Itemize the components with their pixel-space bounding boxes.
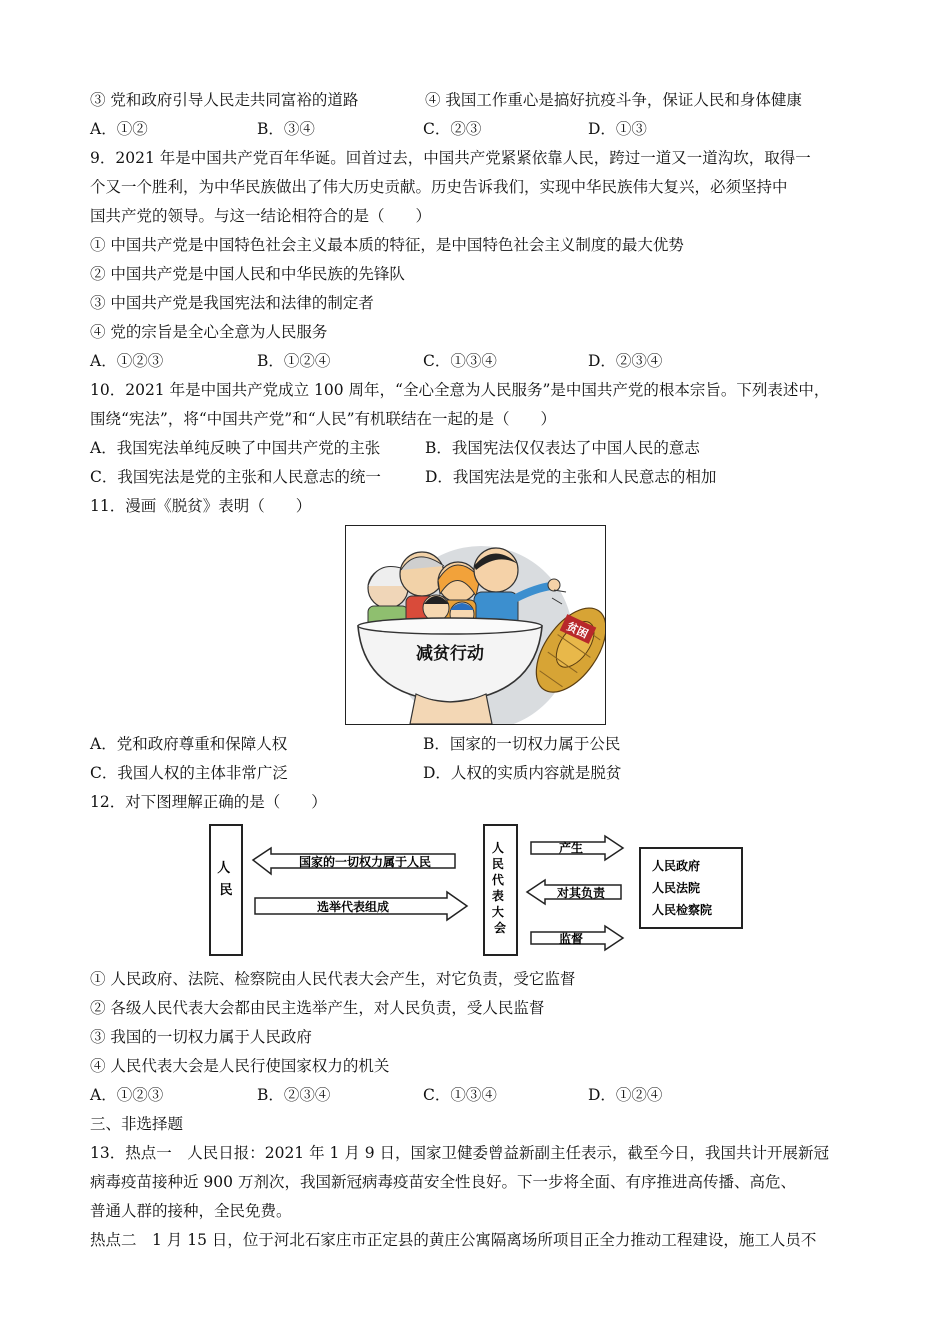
arrow-produce-label: 产生 [558,841,584,855]
q9-statement-1: ① 中国共产党是中国特色社会主义最本质的特征，是中国特色社会主义制度的最大优势 [90,236,684,254]
organ-procuratorate: 人民检察院 [652,903,713,917]
q11-option-c: C．我国人权的主体非常广泛 [90,764,288,782]
q13-line-1: 13．热点一 人民日报：2021 年 1 月 9 日，国家卫健委曾益新副主任表示，截至今日，我国共计开展新冠 [90,1144,830,1162]
power-structure-diagram [205,822,750,958]
q9-stem-line-3: 国共产党的领导。与这一结论相符合的是（ ） [90,207,432,225]
people-box-label: 人 民 [217,861,233,898]
organ-government: 人民政府 [652,859,701,873]
bowl-label: 减贫行动 [416,644,484,664]
arrow-responsible-label: 对其负责 [556,886,606,900]
q11-option-d: D．人权的实质内容就是脱贫 [423,764,622,782]
q9-stem-line-2: 个又一个胜利，为中华民族做出了伟大历史贡献。历史告诉我们，实现中华民族伟大复兴，必须坚持中 [90,178,788,196]
q11-stem: 11．漫画《脱贫》表明（ ） [90,497,312,515]
q10-stem-line-2: 围绕“宪法”，将“中国共产党”和“人民”有机联结在一起的是（ ） [90,410,557,428]
q8-option-b: B．③④ [257,120,315,138]
q13-line-2: 病毒疫苗接种近 900 万剂次，我国新冠病毒疫苗安全性良好。下一步将全面、有序推进高传播、高危、 [90,1173,796,1191]
q12-statement-3: ③ 我国的一切权力属于人民政府 [90,1028,312,1046]
q10-option-d: D．我国宪法是党的主张和人民意志的相加 [425,468,717,486]
q8-option-d: D．①③ [588,120,647,138]
q12-stem: 12．对下图理解正确的是（ ） [90,793,327,811]
q10-option-b: B．我国宪法仅仅表达了中国人民的意志 [425,439,700,457]
npc-box-label: 人 民 代 表 大 会 [491,841,507,935]
q9-statement-3: ③ 中国共产党是我国宪法和法律的制定者 [90,294,374,312]
q8-option-a: A．①② [90,120,148,138]
q9-option-d: D．②③④ [588,352,663,370]
q12-statement-4: ④ 人民代表大会是人民行使国家权力的机关 [90,1057,390,1075]
q9-statement-4: ④ 党的宗旨是全心全意为人民服务 [90,323,328,341]
q10-stem-line-1: 10．2021 年是中国共产党成立 100 周年，“全心全意为人民服务”是中国共产党的根本宗旨。下列表述中， [90,381,830,399]
q13-line-3: 普通人群的接种，全民免费。 [90,1202,292,1220]
q9-statement-2: ② 中国共产党是中国人民和中华民族的先锋队 [90,265,405,283]
q12-option-d: D．①②④ [588,1086,663,1104]
organ-court: 人民法院 [652,881,701,895]
arrow-power-label: 国家的一切权力属于人民 [298,855,432,869]
q9-option-a: A．①②③ [90,352,164,370]
q12-statement-2: ② 各级人民代表大会都由民主选举产生，对人民负责，受人民监督 [90,999,545,1017]
q12-option-c: C．①③④ [423,1086,497,1104]
q8-statement-4: ④ 我国工作重心是搞好抗疫斗争，保证人民和身体健康 [425,91,802,109]
q8-option-c: C．②③ [423,120,482,138]
q13-line-4: 热点二 1 月 15 日，位于河北石家庄市正定县的黄庄公寓隔离场所项目正全力推动工程建设，施工人员不 [90,1231,817,1249]
q9-option-b: B．①②④ [257,352,331,370]
q9-option-c: C．①③④ [423,352,497,370]
q12-statement-1: ① 人民政府、法院、检察院由人民代表大会产生，对它负责，受它监督 [90,970,576,988]
hat-label: 贫困 [564,619,591,641]
q12-option-a: A．①②③ [90,1086,164,1104]
q8-statement-3: ③ 党和政府引导人民走共同富裕的道路 [90,91,359,109]
q11-option-b: B．国家的一切权力属于公民 [423,735,621,753]
q9-stem-line-1: 9．2021 年是中国共产党百年华诞。回首过去，中国共产党紧紧依靠人民，跨过一道又一道沟坎，取得一 [90,149,811,167]
poverty-cartoon-drawing [346,526,605,724]
arrow-elect-label: 选举代表组成 [316,900,390,914]
arrow-supervise-label: 监督 [558,932,584,946]
q11-option-a: A．党和政府尊重和保障人权 [90,735,288,753]
q10-option-c: C．我国宪法是党的主张和人民意志的统一 [90,468,381,486]
poverty-cartoon [345,525,606,725]
section-heading: 三、非选择题 [90,1115,184,1133]
q10-option-a: A．我国宪法单纯反映了中国共产党的主张 [90,439,381,457]
q12-option-b: B．②③④ [257,1086,331,1104]
